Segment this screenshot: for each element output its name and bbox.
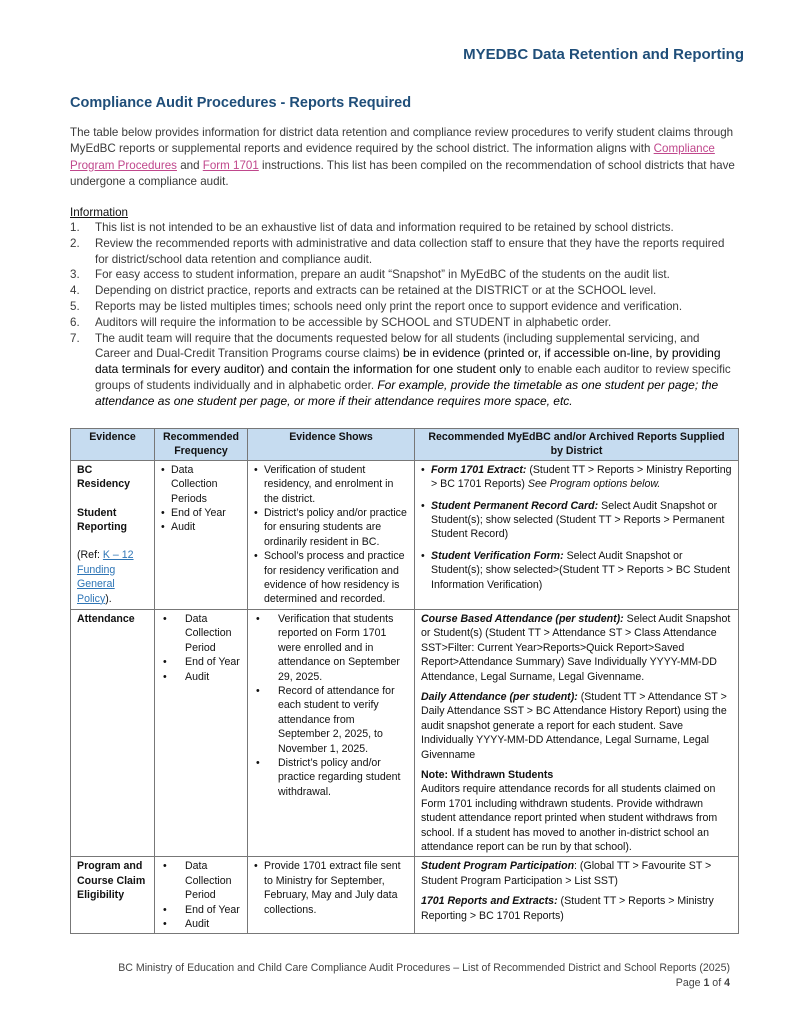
frequency-cell: • Data Collection Period • End of Year • Audit — [155, 609, 248, 857]
column-header-evidence-shows: Evidence Shows — [248, 429, 415, 461]
list-item: 3. For easy access to student information, prepare an audit “Snapshot” in MyEdBC of the students on the audit list. — [70, 268, 670, 282]
emphasis-text: be in evidence (printed or, if accessible on-line, by providing data terminals for every auditor) and contain the information for one student only — [95, 346, 721, 377]
list-item: 6. Auditors will require the information to be accessible by SCHOOL and STUDENT in alphabetic order. — [70, 315, 612, 329]
table-header-row — [71, 429, 739, 461]
table-row — [71, 857, 739, 934]
page-footer — [118, 961, 730, 991]
evidence-shows-cell: • Provide 1701 extract file sent to Ministry for September, February, May and July data collections. — [248, 857, 415, 934]
footer-text: BC Ministry of Education and Child Care Compliance Audit Procedures – List of Recommended District and School Reports (2025) — [118, 962, 730, 974]
compliance-procedures-link[interactable]: Compliance Program Procedures — [70, 142, 715, 172]
table-row — [71, 460, 739, 609]
page-number: Page 1 of 4 — [675, 977, 730, 989]
note-heading: Note: Withdrawn Students — [421, 768, 554, 781]
list-item: 1. This list is not intended to be an exhaustive list of data and information required to be retained by school districts. — [70, 221, 674, 234]
intro-text-2: and — [176, 158, 203, 172]
funding-policy-link[interactable]: K – 12 Funding General Policy — [77, 549, 134, 605]
information-list — [70, 220, 735, 410]
list-item: 7. The audit team will require that the documents requested below for all students (including supplemental servicing, and Career and Dual-Credit Transition Programs course claims) be in evidence (printed or, if accessible on-line, by providing data terminals for every auditor) and contain the information for one student only to enable each auditor to review specific groups of students individually and in alphabetic order. For example, provide the timetable as one student per page; the attendance as one student per page, or more if their attendance requires more space, etc. — [70, 331, 731, 408]
frequency-cell: • Data Collection Period • End of Year • Audit — [155, 857, 248, 934]
note-text: Auditors require attendance records for all students claimed on Form 1701 including withdrawn students. Provide withdrawn student attendance report printed when student withdraws from school. If a student has moved to another in-district school an attendance report can be run by that school). — [421, 783, 718, 853]
column-header-frequency: Recommended Frequency — [155, 429, 248, 461]
reports-cell: Student Program Participation: (Global TT > Favourite ST > Student Program Participation > List SST) 1701 Reports and Extracts: (Student TT > Reports > Ministry Reporting > BC 1701 Reports) — [415, 857, 739, 934]
intro-text-3: instructions. This list has been compiled on the recommendation of school districts that have undergone a compliance audit. — [70, 158, 735, 188]
evidence-cell: Attendance — [71, 609, 155, 857]
column-header-evidence: Evidence — [71, 429, 155, 461]
evidence-shows-cell: • Verification that students reported on Form 1701 were enrolled and in attendance on September 29, 2025. • Record of attendance for each student to verify attendance from September 2, 2025, to November 1, 2025. • District’s policy and/or practice regarding student withdrawal. — [248, 609, 415, 857]
reports-table — [70, 428, 739, 934]
list-item: 2. Review the recommended reports with administrative and data collection staff to ensure that they have the reports required for district/school data retention and compliance audit. — [70, 236, 725, 266]
form-1701-link[interactable]: Form 1701 — [202, 158, 259, 172]
reports-cell: • Form 1701 Extract: (Student TT > Reports > Ministry Reporting > BC 1701 Reports) See Program options below. • Student Permanent Record Card: Select Audit Snapshot or Student(s); show selected (Student TT > Reports > Permanent Student Record) • Student Verification Form: Select Audit Snapshot or Student(s); show selected>(Student TT > Reports > BC Student Information Verification) — [415, 460, 739, 609]
evidence-shows-cell: • Verification of student residency, and enrolment in the district. • District’s policy and/or practice for ensuring students are ordinarily resident in BC. • School’s process and practice for residency verification and evidence of how residency is determined and recorded. — [248, 460, 415, 609]
intro-paragraph — [70, 125, 735, 190]
example-text: For example, provide the timetable as one student per page; the attendance as one student per page, or more if their attendance requires more space, etc. — [95, 377, 719, 408]
evidence-cell: BC Residency Student Reporting (Ref: K – 12 Funding General Policy). — [71, 460, 155, 609]
section-title: Compliance Audit Procedures - Reports Required — [70, 95, 412, 111]
table-row — [71, 609, 739, 857]
frequency-cell: • Data Collection Periods • End of Year • Audit — [155, 460, 248, 609]
intro-text-1: The table below provides information for district data retention and compliance review procedures to verify student claims through MyEdBC reports or supplemental reports and evidence required by the school district. The information aligns with — [70, 126, 734, 156]
evidence-cell: Program and Course Claim Eligibility — [71, 857, 155, 934]
information-heading: Information — [70, 206, 128, 219]
list-item: 5. Reports may be listed multiples times; schools need only print the report once to support evidence and verification. — [70, 299, 683, 313]
list-item: 4. Depending on district practice, reports and extracts can be retained at the DISTRICT or at the SCHOOL level. — [70, 284, 657, 298]
reports-cell: Course Based Attendance (per student): Select Audit Snapshot or Student(s) (Student TT > Attendance ST > Class Attendance SST>Filter: Current Year>Reports>Quick Report>Saved Report>Attendance Summary) Save Individually YYYY-MM-DD Attendance, Legal Surname, Legal Givenname. Daily Attendance (per student): (Student TT > Attendance ST > Daily Attendance SST > BC Attendance History Report) using the audit snapshot generate a report for each student. Save Individually YYYY-MM-DD Attendance, Legal Surname, Legal Givenname Note: Withdrawn Students Auditors require attendance records for all students claimed on Form 1701 including withdrawn students. Provide withdrawn student attendance report printed when student withdraws from school. If a student has moved to another in-district school an attendance report can be run by that school). — [415, 609, 739, 857]
document-header-title: MYEDBC Data Retention and Reporting — [463, 46, 744, 63]
column-header-reports: Recommended MyEdBC and/or Archived Reports Supplied by District — [415, 429, 739, 461]
